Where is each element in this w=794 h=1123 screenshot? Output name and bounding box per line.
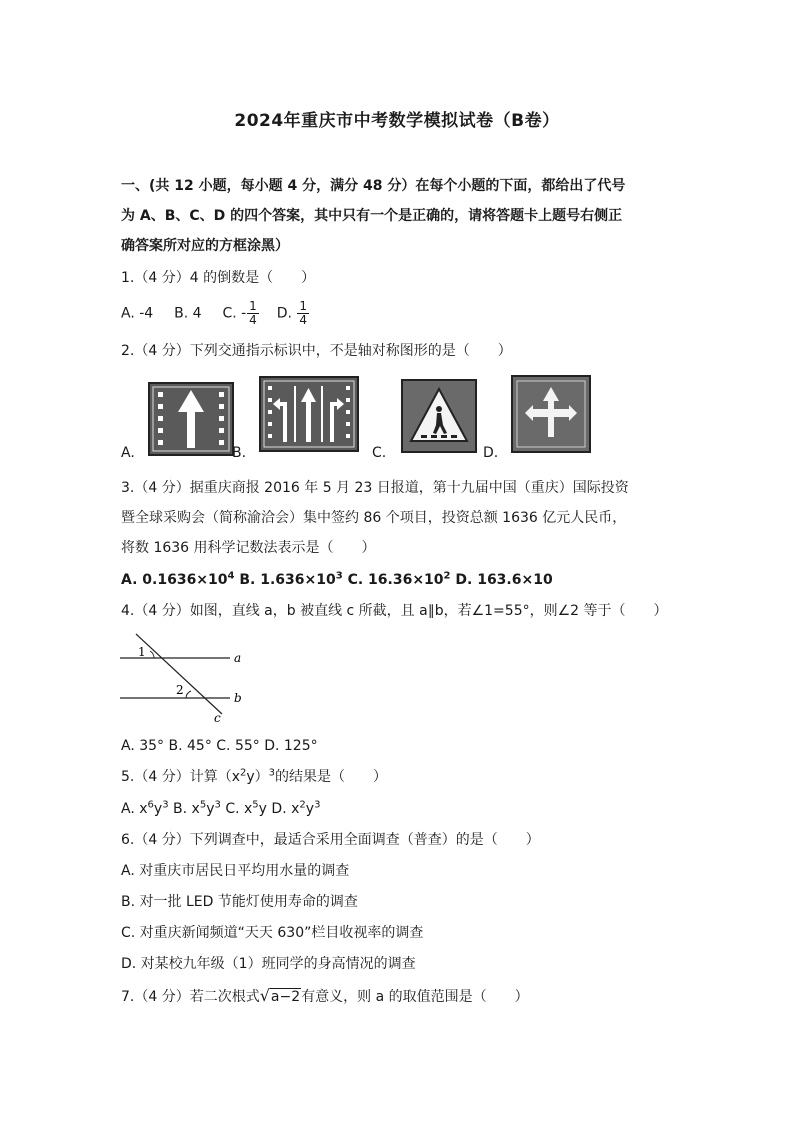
label-a: a <box>234 651 242 665</box>
question-3-line-1: 3.（4 分）据重庆商报 2016 年 5 月 23 日报道，第十九届中国（重庆）国际投资 <box>121 480 629 496</box>
question-2-stem: 2.（4 分）下列交通指示标识中，不是轴对称图形的是（ ） <box>121 343 512 359</box>
sign-straight-arrow <box>148 382 234 456</box>
q3-option-c: C. 16.36×10 <box>342 572 444 588</box>
q2-option-b-label: B. <box>232 445 247 461</box>
question-4-options: A. 35° B. 45° C. 55° D. 125° <box>121 738 318 754</box>
q4-parallel-lines-figure <box>118 630 258 730</box>
question-6-stem: 6.（4 分）下列调查中，最适合采用全面调查（普查）的是（ ） <box>121 832 540 848</box>
q2-option-c-label: C. <box>372 445 387 461</box>
section-instruction-line-1: 一、(共 12 小题，每小题 4 分，满分 48 分）在每个小题的下面，都给出了代号 <box>121 178 626 194</box>
question-3-options: A. $0.1636\times 10^4$ B. $1.636\times 10^3$ C. $16.36\times 10^2$ D. 163.6×10 <box>121 570 553 588</box>
q1-option-c-fraction: $\frac{1}{4}$ <box>249 299 257 327</box>
question-1-stem: 1.（4 分）4 的倒数是（ ） <box>121 270 316 286</box>
question-4-stem: 4.（4 分）如图，直线 a，b 被直线 c 所截，且 a∥b，若∠1=55°，则∠2 等于（ ） <box>121 603 668 619</box>
angle-1-label: 1 <box>138 645 146 659</box>
line-c <box>136 634 222 714</box>
label-b: b <box>234 691 242 705</box>
question-1-options <box>121 300 310 327</box>
sign-lane-direction-arrows <box>259 376 359 452</box>
question-5-stem: 5.（4 分）计算$(x^2y)^3$的结果是（ ） <box>121 767 388 785</box>
q3-option-b: B. 1.636×10 <box>234 572 336 588</box>
q6-option-c: C. 对重庆新闻频道“天天 630”栏目收视率的调查 <box>121 925 424 941</box>
radicand: a−2 <box>270 989 301 1005</box>
question-5-options: A. $x^6y^3$ B. $x^5y^3$ C. $x^5y$ D. $x^2y^3$ <box>121 799 321 817</box>
sign-pedestrian-crossing <box>401 379 477 453</box>
q1-option-d-fraction: $\frac{1}{4}$ <box>299 299 308 327</box>
q1-option-c: C. - <box>222 305 247 322</box>
q5-option-a: A. x <box>121 801 148 817</box>
section-instruction-line-3: 确答案所对应的方框涂黑） <box>121 238 289 254</box>
q5-option-c: C. x <box>220 801 253 817</box>
question-7-stem: 7.（4 分）若二次根式√a−2有意义，则 a 的取值范围是（ ） <box>121 986 529 1005</box>
q5-option-b: B. x <box>168 801 200 817</box>
q2-option-a-label: A. <box>121 445 135 461</box>
q1-option-b: B. 4 <box>174 305 202 322</box>
section-instruction-line-2: 为 A、B、C、D 的四个答案，其中只有一个是正确的，请将答题卡上题号右侧正 <box>121 208 623 224</box>
question-3-line-3: 将数 1636 用科学记数法表示是（ ） <box>121 540 376 556</box>
q2-option-d-label: D. <box>483 445 499 461</box>
q6-option-a: A. 对重庆市居民日平均用水量的调查 <box>121 863 350 879</box>
q1-option-d: D. <box>276 305 292 322</box>
q3-option-a: A. 0.1636×10 <box>121 572 228 588</box>
q5-option-d: D. x <box>266 801 300 817</box>
q3-option-d: D. 163.6×10 <box>450 572 553 588</box>
angle-2-label: 2 <box>176 683 184 697</box>
q6-option-d: D. 对某校九年级（1）班同学的身高情况的调查 <box>121 956 416 972</box>
question-3-line-2: 暨全球采购会（简称渝洽会）集中签约 86 个项目，投资总额 1636 亿元人民币， <box>121 510 627 526</box>
label-c: c <box>214 711 221 725</box>
q6-option-b: B. 对一批 LED 节能灯使用寿命的调查 <box>121 894 358 910</box>
sign-crossroad-cross <box>511 375 591 453</box>
page-title: 2024年重庆市中考数学模拟试卷（B卷） <box>234 111 560 131</box>
radical-sign: √ <box>259 986 270 1005</box>
q1-option-a: A. -4 <box>121 305 154 322</box>
